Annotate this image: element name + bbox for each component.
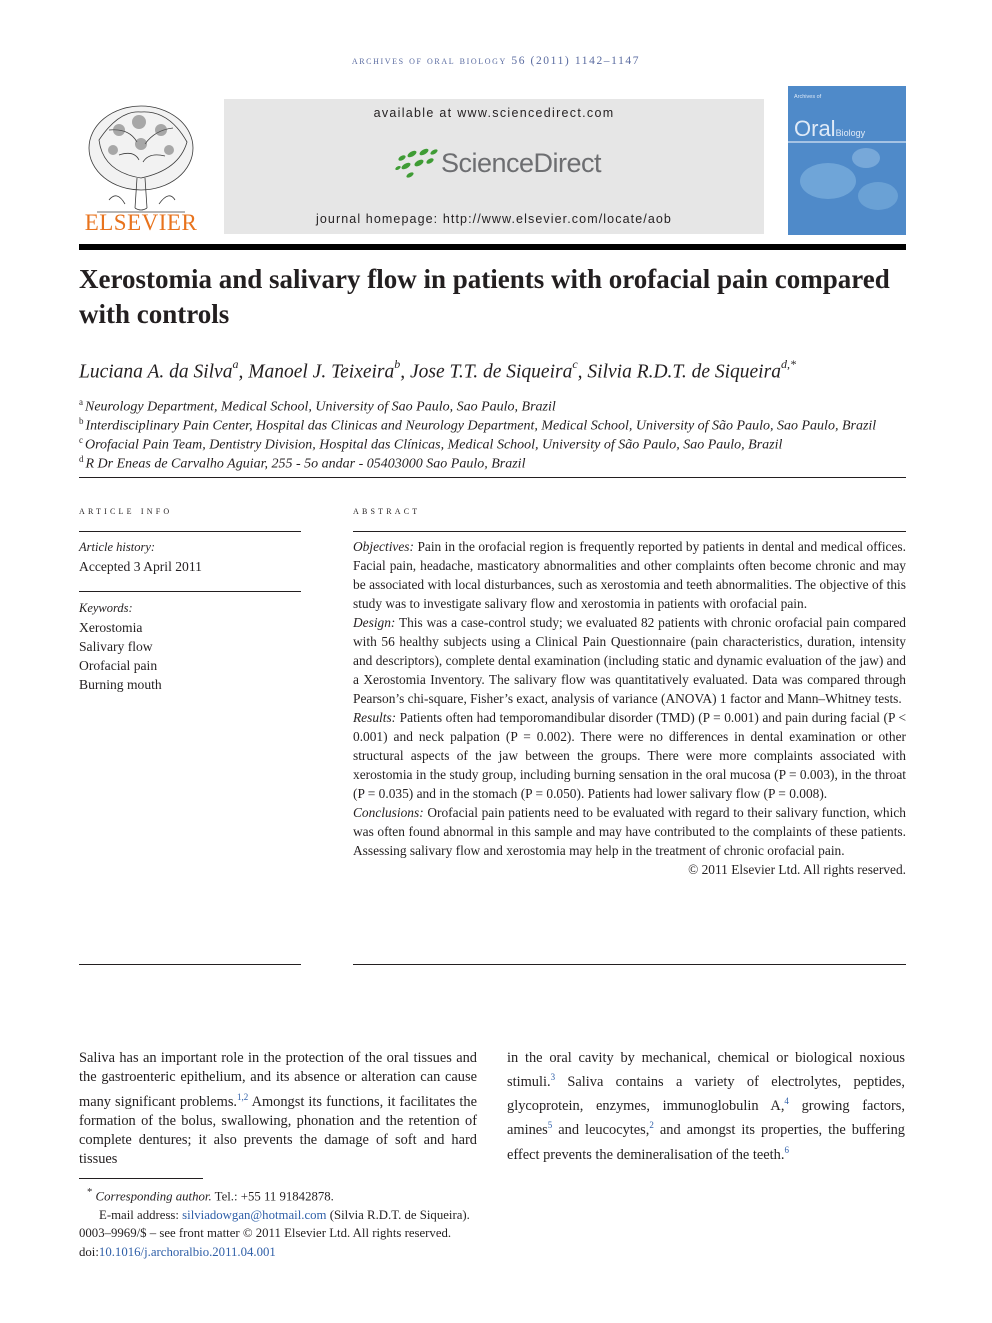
abstract-heading: abstract [353, 503, 421, 517]
doi-link[interactable]: 10.1016/j.archoralbio.2011.04.001 [98, 1244, 276, 1259]
affiliation-sup: c [79, 435, 83, 445]
abstract-conclusions [353, 803, 906, 860]
affiliation-c [79, 435, 782, 454]
available-at-text[interactable]: available at www.sciencedirect.com [373, 106, 615, 120]
affiliation-sup: b [79, 416, 84, 426]
design-text: This was a case-control study; we evaluated 82 patients with chronic orofacial pain compared with 56 healthy subjects using a Clinical Pain Questionnaire (pain characteristics, duration, intensity and descriptors), complete dental examination (including static and dynamic evaluation of the jaw) and a Xerostomia Inventory. The salivary flow was quantitatively evaluated. Data was compared through Pearson’s chi-square, Fisher’s exact, analysis of variance (ANOVA) 1 factor and Mann–Whitney tests. [353, 615, 906, 706]
conclusions-text: Orofacial pain patients need to be evaluated with regard to their salivary function, which was often found abnormal in this sample and may have contributed to the complaints of these patients. Assessing salivary flow and xerostomia may help in the treatment of chronic orofacial pain. [353, 805, 906, 858]
affiliation-text: Orofacial Pain Team, Dentistry Division, Hospital das Clínicas, Medical School, University of São Paulo, Sao Paulo, Brazil [85, 437, 783, 453]
citation-link[interactable]: 4 [784, 1096, 789, 1107]
author-4: Silvia R.D.T. de Siqueira [587, 361, 781, 383]
accepted-date: Accepted 3 April 2011 [79, 559, 202, 574]
abstract-objectives [353, 537, 906, 613]
email-owner: (Silvia R.D.T. de Siqueira). [326, 1207, 470, 1222]
body-paragraph [507, 1049, 905, 1165]
footnotes [79, 1184, 779, 1261]
body-text: in the oral cavity by mechanical, chemical or biological noxious stimuli. [507, 1050, 905, 1091]
cover-artwork [788, 86, 906, 235]
body-text: Amongst its functions, it facilitates the formation of the bolus, swallowing, phonation and the retention of complete dentures; it also prevents the damage of soft and hard tissues [79, 1093, 477, 1168]
keywords-label: Keywords: [79, 601, 133, 615]
affiliation-text: R Dr Eneas de Carvalho Aguiar, 255 - 5o andar - 05403000 Sao Paulo, Brazil [85, 456, 526, 472]
affiliation-a [79, 397, 556, 416]
body-text: and amongst its properties, the buffering effect prevents the demineralisation of the teeth. [507, 1122, 905, 1163]
author-sep: , [238, 361, 249, 383]
affiliation-sup: a [79, 397, 83, 407]
author-sep: , [577, 361, 588, 383]
affiliation-text: Neurology Department, Medical School, University of Sao Paulo, Sao Paulo, Brazil [85, 399, 556, 415]
cover-title-oral: Oral [794, 116, 836, 141]
citation-link[interactable]: 6 [784, 1144, 789, 1155]
abstract-copyright: © 2011 Elsevier Ltd. All rights reserved. [688, 862, 906, 877]
corresponding-author-note [79, 1184, 779, 1206]
author-1: Luciana A. da Silva [79, 361, 233, 383]
article-history-label: Article history: [79, 540, 156, 554]
sciencedirect-leaf-icon [392, 146, 440, 182]
footnote-star: * [87, 1187, 93, 1198]
author-1-sup: a [232, 357, 239, 371]
email-note [79, 1206, 779, 1225]
affiliation-sup: d [79, 454, 84, 464]
body-column-right [507, 1049, 905, 1165]
abstract-results [353, 708, 906, 803]
journal-homepage-text[interactable]: journal homepage: http://www.elsevier.com/locate/aob [316, 212, 672, 226]
author-3-sup: c [572, 357, 578, 371]
author-2: Manoel J. Teixeira [248, 361, 395, 383]
abstract-bottom-rule [353, 964, 906, 965]
journal-cover-image [788, 86, 906, 235]
cover-subtitle: Archives of [794, 94, 822, 100]
body-text: growing factors, amines [507, 1098, 905, 1139]
cover-title [794, 116, 865, 142]
doi-line [79, 1243, 779, 1262]
affiliation-text: Interdisciplinary Pain Center, Hospital das Clinicas and Neurology Department, Medical School, University of São Paulo, Sao Paulo, Brazil [85, 418, 877, 434]
affiliation-b [79, 416, 876, 435]
results-label: Results: [353, 710, 397, 725]
citation-link[interactable]: 2 [649, 1120, 654, 1131]
article-title: Xerostomia and salivary flow in patients with orofacial pain compared with controls [79, 264, 890, 329]
email-link[interactable]: silviadowgan@hotmail.com [182, 1207, 327, 1222]
citation-link[interactable]: 1,2 [237, 1091, 249, 1102]
abstract-design [353, 613, 906, 708]
body-text: Saliva contains a variety of electrolytes, peptides, glycoprotein, enzymes, immunoglobulin A, [507, 1074, 905, 1115]
author-3: Jose T.T. de Siqueira [410, 361, 573, 383]
author-sep: , [400, 361, 411, 383]
running-head: archives of oral biology 56 (2011) 1142–1147 [351, 55, 641, 67]
body-paragraph [79, 1049, 477, 1170]
body-column-left [79, 1049, 477, 1170]
objectives-text: Pain in the orofacial region is frequently reported by patients in dental and medical offices. Facial pain, headache, masticatory abnormalities and other complaints often become chronic and may be associated with local disturbances, such as xerostomia and teeth abnormalities. The objective of this study was to investigate salivary flow and xerostomia in patients with orofacial pain. [353, 539, 906, 611]
footnote-rule [79, 1178, 203, 1179]
elsevier-wordmark: ELSEVIER [84, 210, 198, 235]
affiliation-d [79, 454, 525, 473]
keyword-item: Burning mouth [79, 677, 162, 692]
article-info-bottom-rule [79, 964, 301, 965]
author-4-sup: d,* [780, 357, 796, 371]
cover-title-biology: Biology [835, 128, 866, 138]
article-info-rule [79, 531, 301, 532]
email-label: E-mail address: [99, 1207, 183, 1222]
article-info-heading: article info [79, 503, 173, 517]
sciencedirect-wordmark: ScienceDirect [441, 148, 602, 178]
body-text: and leucocytes, [552, 1122, 650, 1139]
doi-label: doi: [79, 1244, 99, 1259]
citation-link[interactable]: 5 [547, 1120, 553, 1131]
affiliation-rule [79, 477, 906, 478]
issn-line: 0003–9969/$ – see front matter © 2011 Elsevier Ltd. All rights reserved. [79, 1226, 452, 1241]
corresponding-label: Corresponding author. [95, 1189, 212, 1204]
abstract-body [353, 537, 906, 879]
history-rule [79, 591, 301, 592]
citation-link[interactable]: 3 [550, 1072, 556, 1083]
body-text: Saliva has an important role in the protection of the oral tissues and the gastroenteric epithelium, and its absence or alteration can cause many significant problems. [79, 1050, 477, 1110]
header-rule [79, 244, 906, 250]
abstract-rule [353, 531, 906, 532]
author-2-sup: b [394, 357, 401, 371]
telephone: Tel.: +55 11 91842878. [211, 1189, 334, 1204]
conclusions-label: Conclusions: [353, 805, 424, 820]
keyword-item: Xerostomia [79, 620, 143, 635]
results-text: Patients often had temporomandibular disorder (TMD) (P = 0.001) and pain during facial (P < 0.001) and neck palpation (P = 0.002). There were no differences in dental examination or other structural aspects of the jaw between the groups. There were more complaints associated with xerostomia in the study group, including burning sensation in the oral mucosa (P = 0.003), in the throat (P = 0.035) and in the stomach (P = 0.050). Patients had lower salivary flow (P = 0.008). [353, 710, 906, 801]
objectives-label: Objectives: [353, 539, 414, 554]
keyword-item: Salivary flow [79, 639, 153, 654]
design-label: Design: [353, 615, 396, 630]
author-list [79, 359, 919, 384]
keyword-item: Orofacial pain [79, 658, 158, 673]
